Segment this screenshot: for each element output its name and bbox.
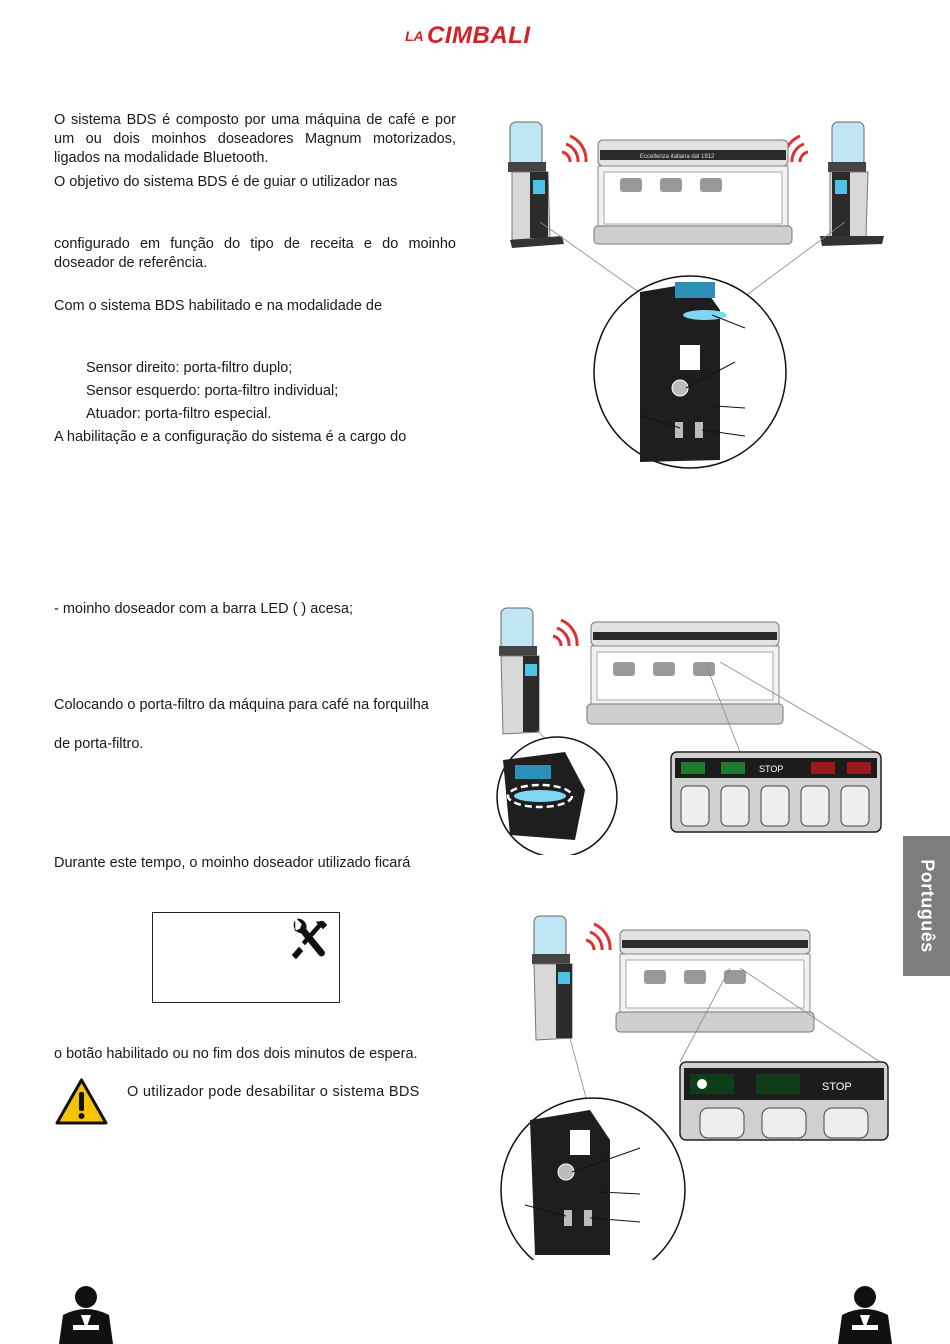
display-screen <box>152 912 340 1003</box>
grinder-left <box>508 122 564 248</box>
espresso-machine <box>594 140 792 244</box>
figure-grinder-led-bar <box>495 600 890 855</box>
grinder <box>532 916 572 1040</box>
paragraph-led-bar: - moinho doseador com a barra LED ( ) acesa; <box>54 601 353 617</box>
warning-text: O utilizador pode desabilitar o sistema BDS <box>127 1084 420 1100</box>
zoom-detail-sensors <box>594 276 786 468</box>
stop-label: STOP <box>822 1081 852 1093</box>
paragraph-filter-holder: de porta-filtro. <box>54 736 144 752</box>
control-panel <box>671 752 881 832</box>
sensor-right: Sensor direito: porta-filtro duplo; <box>86 360 293 376</box>
sensor-left: Sensor esquerdo: porta-filtro individual; <box>86 383 339 399</box>
figure-enabled-button <box>500 910 895 1260</box>
actuator: Atuador: porta-filtro especial. <box>86 406 272 422</box>
paragraph-during-time: Durante este tempo, o moinho doseador utilizado ficará <box>54 855 411 871</box>
wrench-screwdriver-icon <box>289 917 329 961</box>
grinder-right <box>820 122 884 246</box>
brand-logo <box>405 22 545 54</box>
paragraph-objective: O objetivo do sistema BDS é de guiar o utilizador nas <box>54 174 398 190</box>
wireless-icon <box>553 620 577 646</box>
wireless-left-icon <box>562 136 586 162</box>
paragraph-bds-enabled: Com o sistema BDS habilitado e na modalidade de <box>54 298 383 314</box>
zoom-led-bar <box>497 737 617 855</box>
machine-banner: Eccellenza italiana dal 1912 <box>640 154 715 160</box>
figure-bds-system <box>490 110 890 490</box>
wireless-icon <box>586 924 610 950</box>
espresso-machine <box>587 622 783 724</box>
paragraph-configured: configurado em função do tipo de receita e do moinho doseador de referência. <box>54 236 456 271</box>
paragraph-intro: O sistema BDS é composto por uma máquina de café e por um ou dois moinhos doseadores Magnum motorizados, ligados na modalidade Bluetooth. <box>54 112 456 166</box>
paragraph-enable-config: A habilitação e a configuração do sistema é a cargo do <box>54 429 407 445</box>
grinder <box>499 608 539 734</box>
user-icon-right <box>834 1285 896 1344</box>
zoom-detail-sensors <box>501 1098 685 1260</box>
control-panel-zoom <box>680 1062 888 1140</box>
stop-label: STOP <box>759 764 784 774</box>
logo-prefix: LA <box>405 28 424 44</box>
language-tab-label: Português <box>917 859 937 953</box>
logo-brand: CIMBALI <box>427 22 531 49</box>
language-tab <box>903 836 950 976</box>
warning-icon <box>55 1078 108 1126</box>
espresso-machine <box>616 930 814 1032</box>
paragraph-placing-filter: Colocando o porta-filtro da máquina para café na forquilha <box>54 697 429 713</box>
paragraph-button-enabled: o botão habilitado ou no fim dos dois minutos de espera. <box>54 1046 418 1062</box>
user-icon-left <box>55 1285 117 1344</box>
